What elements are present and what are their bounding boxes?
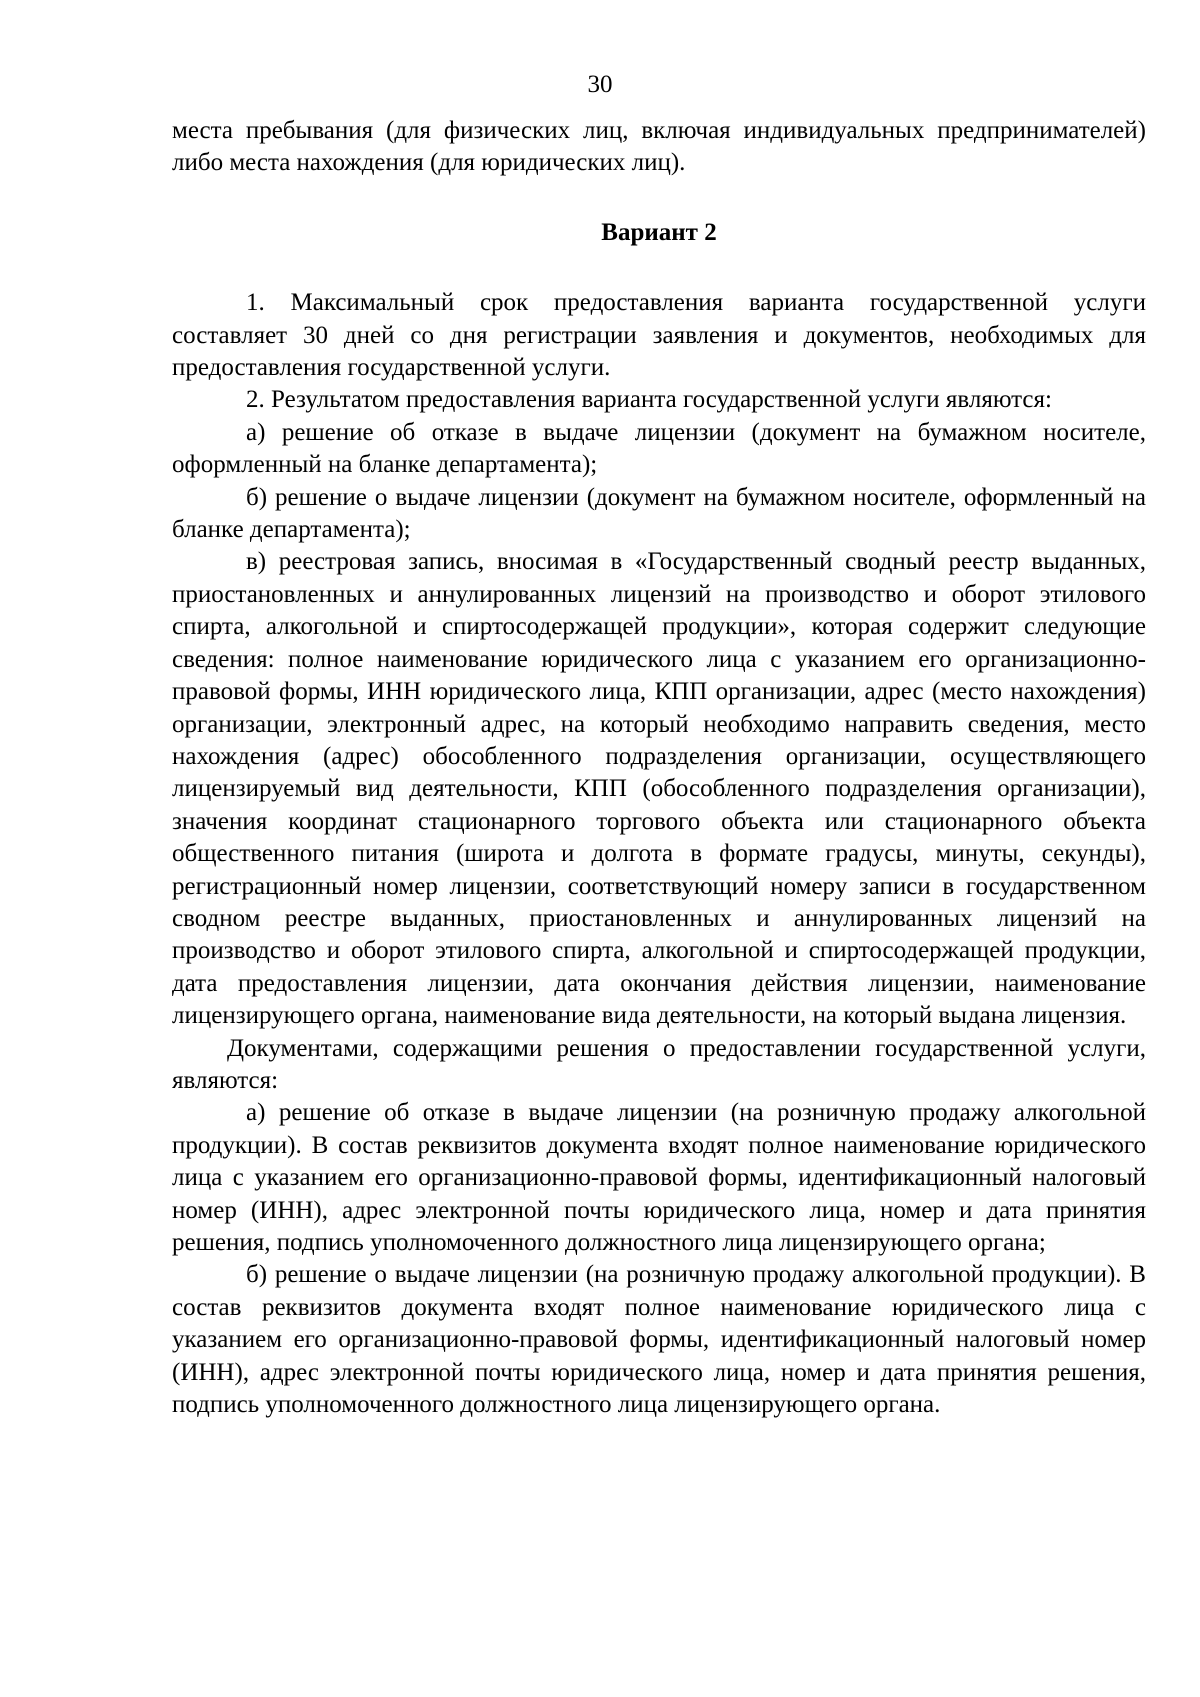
list-item-registry-entry: в) реестровая запись, вносимая в «Государственный сводный реестр выданных, приостановленных и аннулированных лицензий на производство и оборот этилового спирта, алкогольной и спиртосодержащей продукции», которая содержит следующие сведения: полное наименование юридического лица с указанием его организационно-правовой формы, ИНН юридического лица, КПП организации, адрес (место нахождения) организации, электронный адрес, на который необходимо направить сведения, место нахождения (адрес) обособленного подразделения организации, осуществляющего лицензируемый вид деятельности, КПП (обособленного подразделения организации), значения координат стационарного торгового объекта или стационарного объекта общественного питания (широта и долгота в формате градусы, минуты, секунды), регистрационный номер лицензии, соответствующий номеру записи в государственном сводном реестре выданных, приостановленных и аннулированных лицензий на производство и оборот этилового спирта, алкогольной и спиртосодержащей продукции, дата предоставления лицензии, дата окончания действия лицензии, наименование лицензирующего органа, наименование вида деятельности, на который выдана лицензия. xyxy=(172,548,1146,1030)
paragraph-documents: Документами, содержащими решения о предоставлении государственной услуги, являются: xyxy=(172,1034,1146,1094)
document-body xyxy=(172,115,1146,1421)
list-item-issue-decision: б) решение о выдаче лицензии (документ на бумажном носителе, оформленный на бланке департамента); xyxy=(172,483,1146,544)
page-number: 30 xyxy=(587,71,613,98)
paragraph-max-term: 1. Максимальный срок предоставления варианта государственной услуги составляет 30 дней со дня регистрации заявления и документов, необходимых для предоставления государственной услуги. xyxy=(172,289,1146,382)
section-heading: Вариант 2 xyxy=(601,218,717,246)
list-item-issue-document: б) решение о выдаче лицензии (на розничную продажу алкогольной продукции). В состав реквизитов документа входят полное наименование юридического лица с указанием его организационно-правовой формы, идентификационный налоговый номер (ИНН), адрес электронной почты юридического лица, номер и дата принятия решения, подпись уполномоченного должностного лица лицензирующего органа. xyxy=(172,1261,1146,1419)
paragraph-result: 2. Результатом предоставления варианта государственной услуги являются: xyxy=(246,386,1052,414)
intro-paragraph: места пребывания (для физических лиц, включая индивидуальных предпринимателей) либо места нахождения (для юридических лиц). xyxy=(172,117,1146,177)
list-item-refusal-document: а) решение об отказе в выдаче лицензии (на розничную продажу алкогольной продукции). В состав реквизитов документа входят полное наименование юридического лица с указанием его организационно-правовой формы, идентификационный налоговый номер (ИНН), адрес электронной почты юридического лица, номер и дата принятия решения, подпись уполномоченного должностного лица лицензирующего органа; xyxy=(172,1099,1146,1256)
list-item-refusal-decision: а) решение об отказе в выдаче лицензии (документ на бумажном носителе, оформленный на бланке департамента); xyxy=(172,418,1146,479)
